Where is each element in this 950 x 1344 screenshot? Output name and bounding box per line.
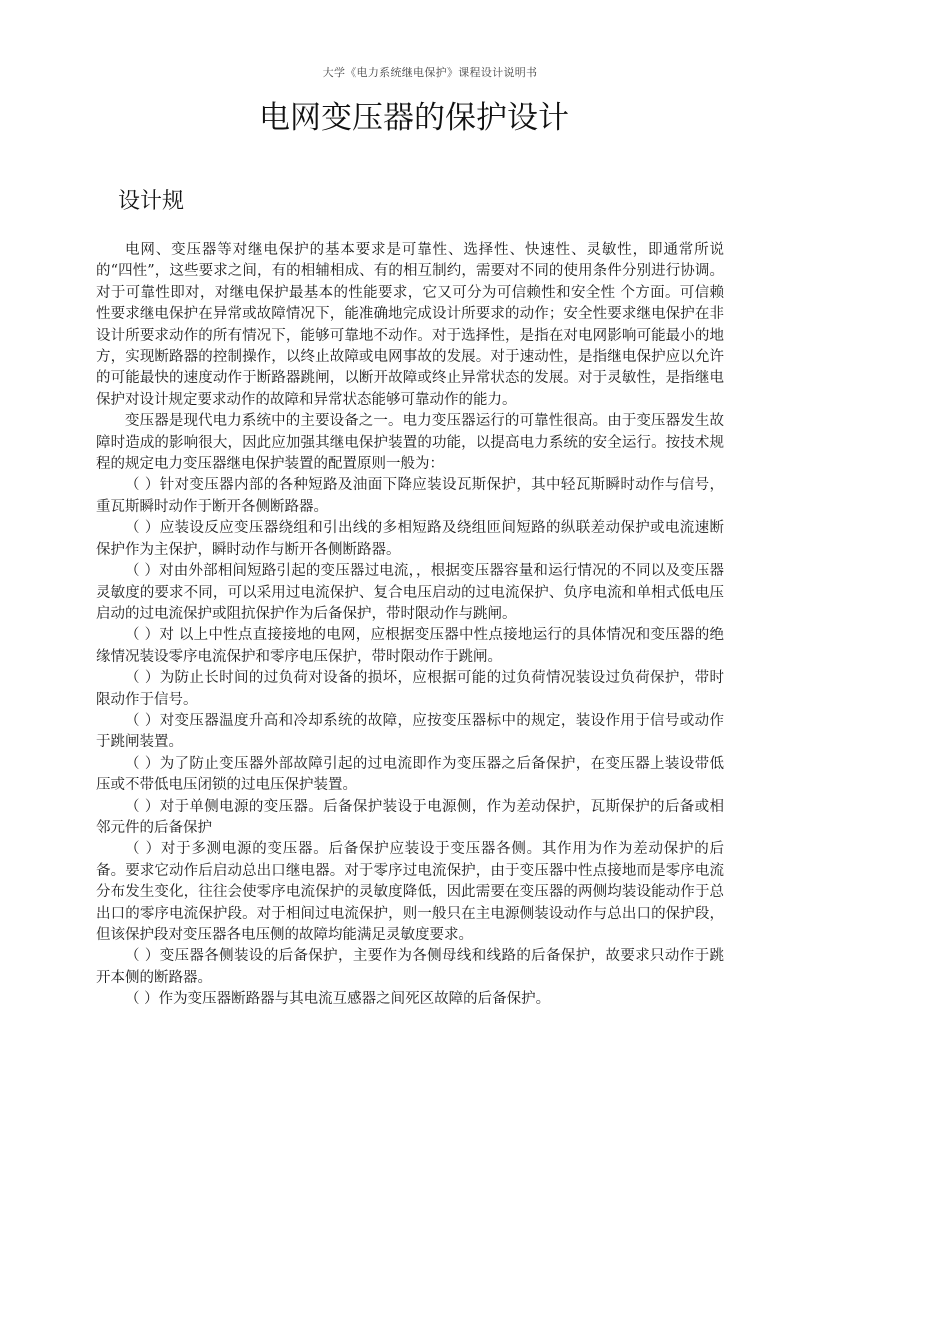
list-item: （ ）为防止长时间的过负荷对设备的损坏，应根据可能的过负荷情况装设过负荷保护，带时限动作于信号。	[96, 670, 724, 708]
list-item: （ ）对于多测电源的变压器。后备保护应装设于变压器各侧。其作用为作为差动保护的后备。要求它动作后启动总出口继电器。对于零序过电流保护，由于变压器中性点接地而是零序电流分布发生变化，往往会使零序电流保护的灵敏度降低，因此需要在变压器的两侧均装设能动作于总出口的零序电流保护段。对于相间过电流保护，则一般只在主电源侧装设动作与总出口的保护段，但该保护段对变压器各电压侧的故障均能满足灵敏度要求。	[96, 841, 724, 943]
list-item: （ ）对变压器温度升高和冷却系统的故障，应按变压器标中的规定，装设作用于信号或动作于跳闸装置。	[96, 712, 724, 751]
running-header: 大学《电力系统继电保护》课程设计说明书	[322, 66, 538, 79]
list-item: （ ）针对变压器内部的各种短路及油面下降应装设瓦斯保护，其中轻瓦斯瞬时动作与信号，重瓦斯瞬时动作于断开各侧断路器。	[96, 477, 724, 515]
list-item: （ ）对 以上中性点直接接地的电网，应根据变压器中性点接地运行的具体情况和变压器的绝缘情况装设零序电流保护和零序电压保护，带时限动作于跳闸。	[96, 627, 724, 665]
list-item: （ ）变压器各侧装设的后备保护，主要作为各侧母线和线路的后备保护，故要求只动作于跳开本侧的断路器。	[96, 948, 724, 986]
list-item: （ ）应装设反应变压器绕组和引出线的多相短路及绕组匝间短路的纵联差动保护或电流速断保护作为主保护，瞬时动作与断开各侧断路器。	[96, 520, 724, 558]
list-item: （ ）为了防止变压器外部故障引起的过电流即作为变压器之后备保护，在变压器上装设带低压或不带低电压闭锁的过电压保护装置。	[96, 755, 724, 794]
paragraph-transformer-intro: 变压器是现代电力系统中的主要设备之一。电力变压器运行的可靠性很高。由于变压器发生故障时造成的影响很大，因此应加强其继电保护装置的功能，以提高电力系统的安全运行。按技术规程的规定电力变压器继电保护装置的配置原则一般为：	[96, 413, 724, 473]
list-item: （ ）作为变压器断路器与其电流互感器之间死区故障的后备保护。	[125, 991, 551, 1008]
body-text	[96, 240, 724, 1011]
section-heading: 设计规	[118, 189, 185, 214]
list-item: （ ）对于单侧电源的变压器。后备保护装设于电源侧，作为差动保护，瓦斯保护的后备或相邻元件的后备保护	[96, 798, 724, 836]
list-item: （ ）对由外部相间短路引起的变压器过电流，，根据变压器容量和运行情况的不同以及变压器灵敏度的要求不同，可以采用过电流保护、复合电压启动的过电流保护、负序电流和单相式低电压启动的过电流保护或阻抗保护作为后备保护，带时限动作与跳闸。	[96, 563, 724, 622]
paragraph-requirements: 电网、变压器等对继电保护的基本要求是可靠性、选择性、快速性、灵敏性，即通常所说的“四性”，这些要求之间，有的相辅相成、有的相互制约，需要对不同的使用条件分别进行协调。对于可靠性即对，对继电保护最基本的性能要求，它又可分为可信赖性和安全性 个方面。可信赖性要求继电保护在异常或故障情况下，能准确地完成设计所要求的动作；安全性要求继电保护在非设计所要求动作的所有情况下，能够可靠地不动作。对于选择性，是指在对电网影响可能最小的地方，实现断路器的控制操作，以终止故障或电网事故的发展。对于速动性，是指继电保护应以允许的可能最快的速度动作于断路器跳闸，以断开故障或终止异常状态的发展。对于灵敏性，是指继电保护对设计规定要求动作的故障和异常状态能够可靠动作的能力。	[96, 242, 724, 408]
document-title: 电网变压器的保护设计	[259, 100, 569, 136]
